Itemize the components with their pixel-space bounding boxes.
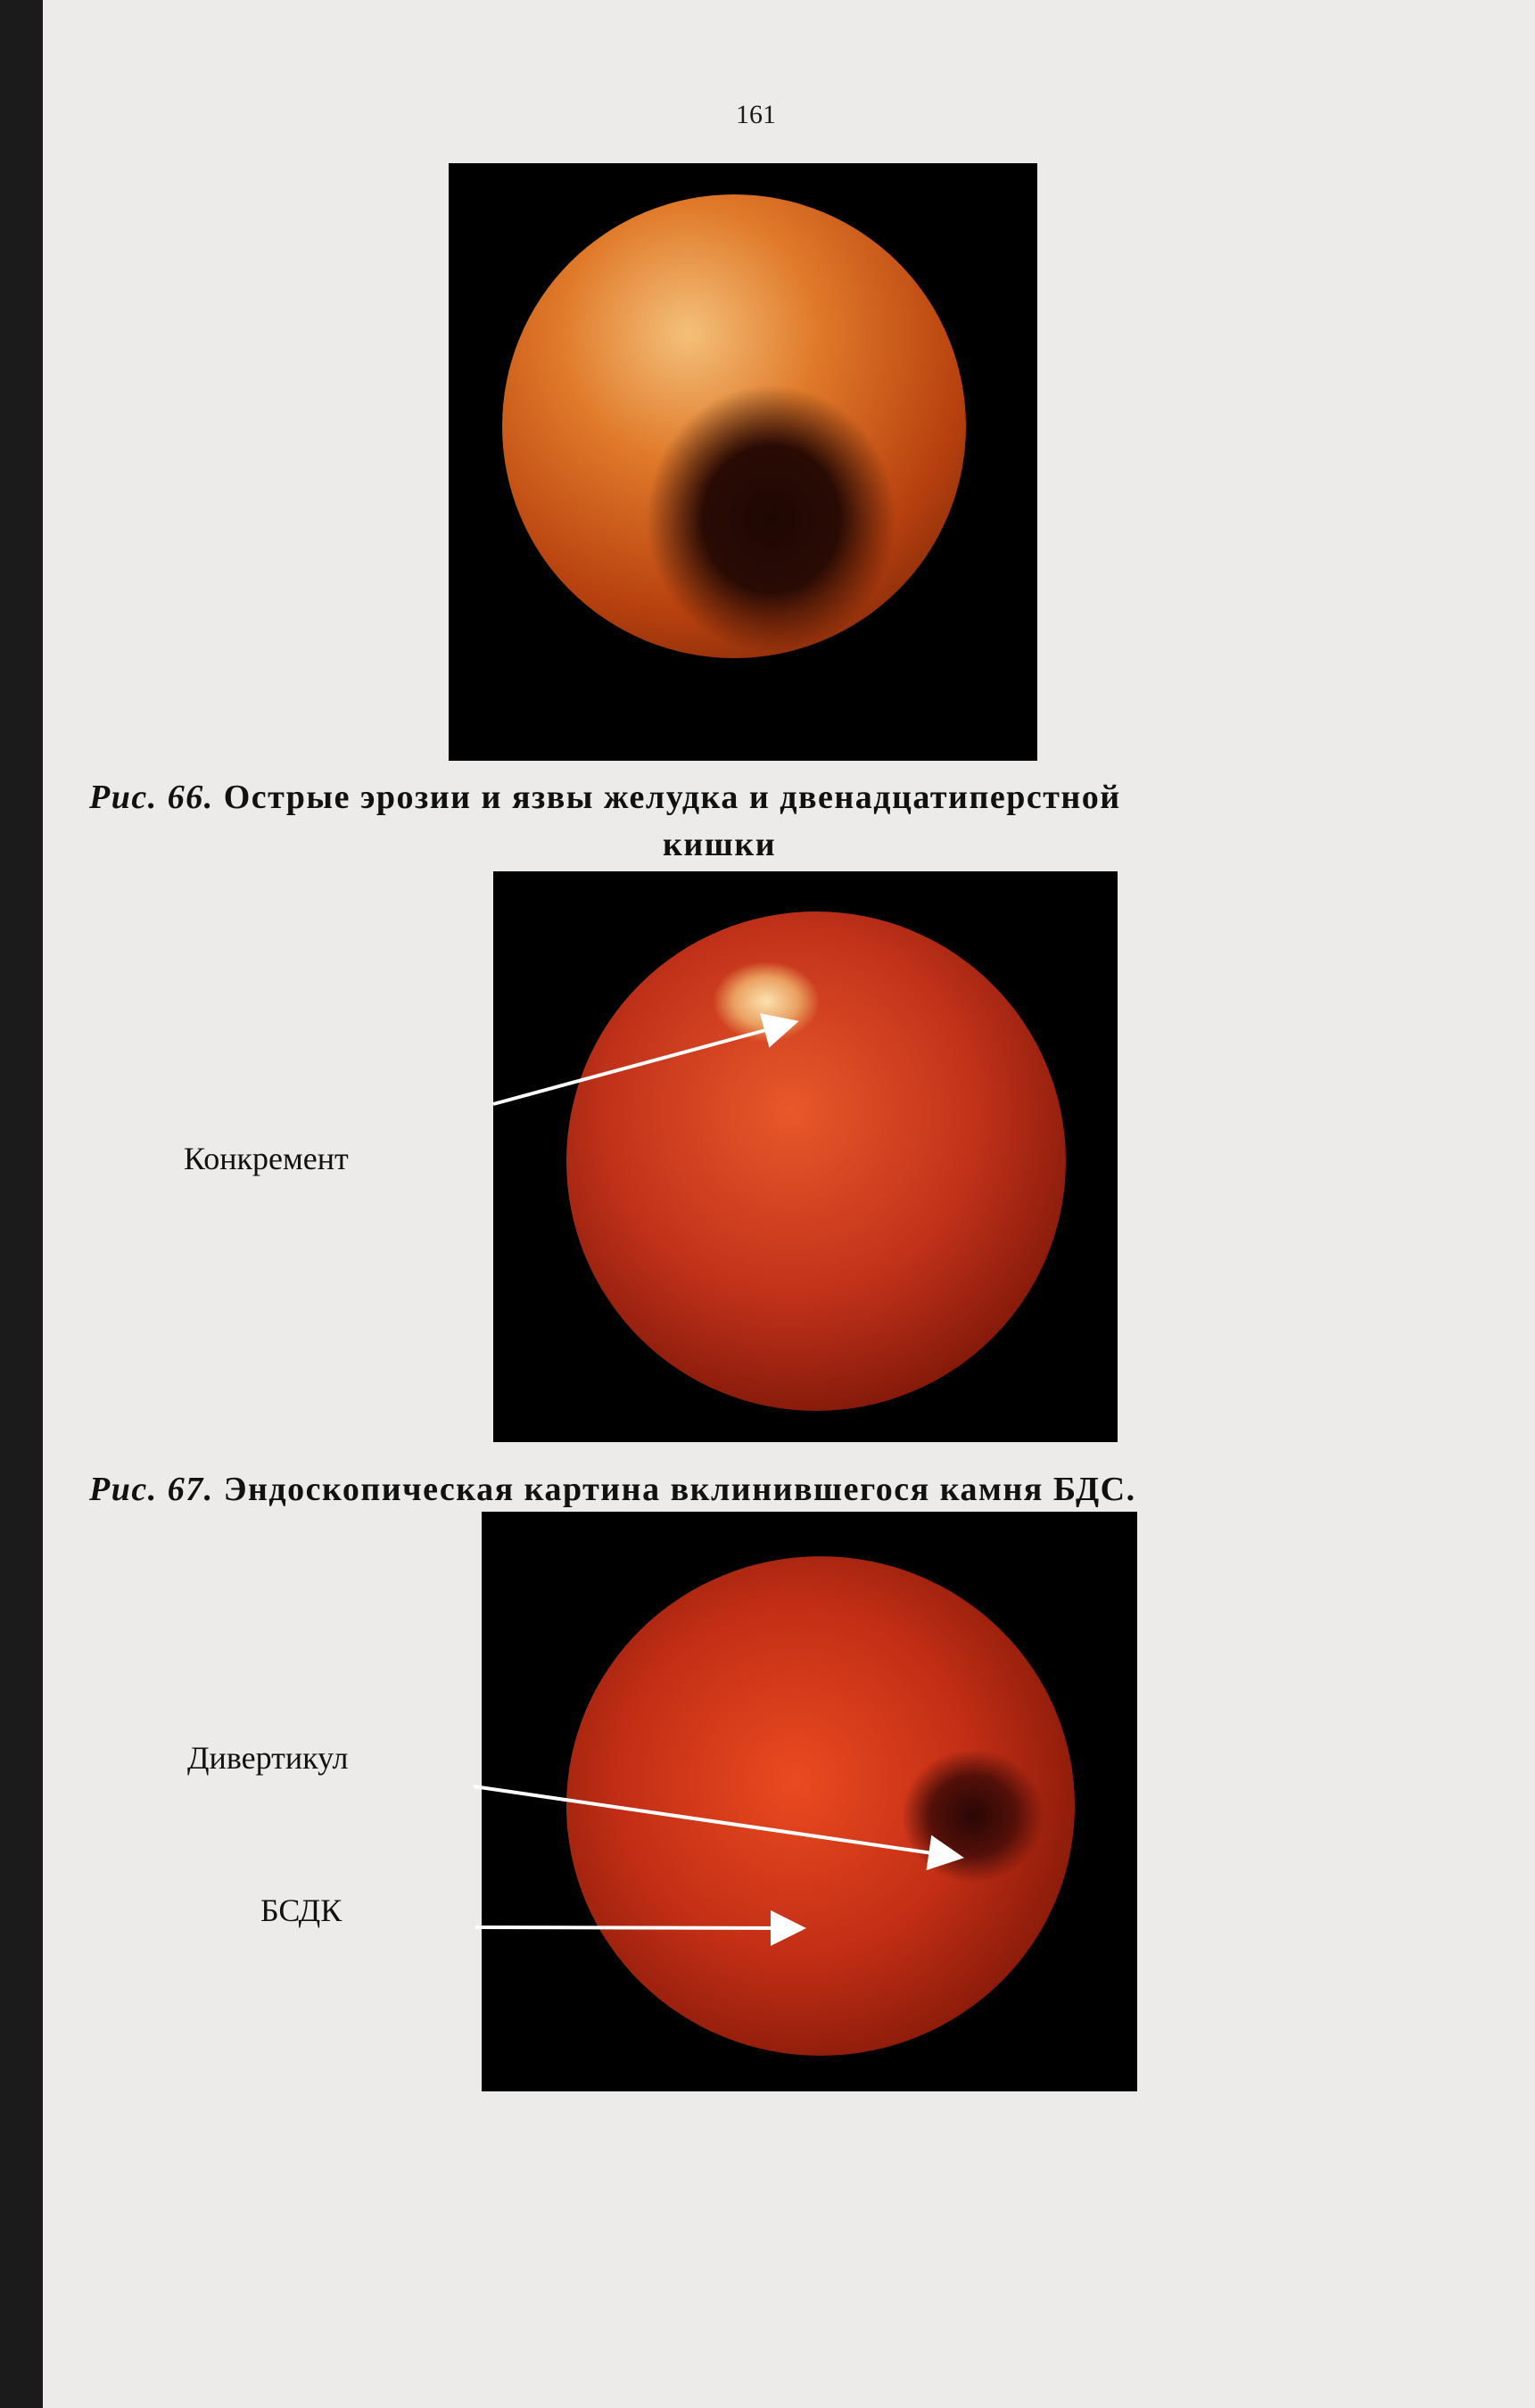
page-number: 161 <box>736 100 776 129</box>
endoscopy-photo-impacted-stone <box>493 871 1118 1442</box>
figure-66-caption <box>89 778 1121 817</box>
endoscopic-view-circle <box>566 911 1066 1411</box>
label-divertikul: Дивертикул <box>187 1740 349 1776</box>
figure-67-caption-prefix: Рис. 67. <box>89 1471 214 1508</box>
endoscopic-view-circle <box>566 1556 1075 2056</box>
endoscopy-photo-diverticulum <box>482 1512 1137 2091</box>
endoscopic-view-circle <box>502 194 966 658</box>
label-bsdk: БСДК <box>260 1893 342 1928</box>
figure-66-caption-continuation: кишки <box>663 826 777 863</box>
label-konkrement: Конкремент <box>184 1141 349 1176</box>
endoscopy-photo-erosions <box>449 163 1037 761</box>
figure-66-caption-text: Острые эрозии и язвы желудка и двенадцатиперстной <box>223 779 1121 816</box>
figure-67-caption-text: Эндоскопическая картина вклинившегося камня БДС. <box>223 1471 1136 1508</box>
figure-66-caption-prefix: Рис. 66. <box>89 779 214 816</box>
figure-67-caption <box>89 1470 1136 1509</box>
document-page <box>43 0 1535 2408</box>
